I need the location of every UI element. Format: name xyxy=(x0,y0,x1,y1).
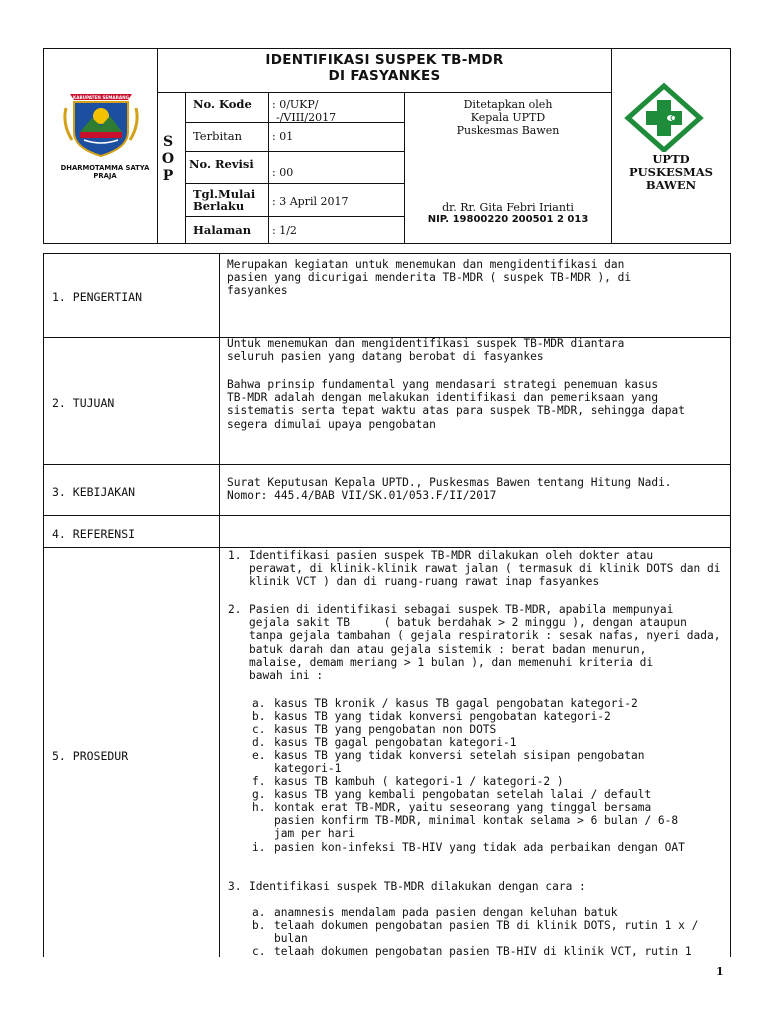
list-item: kasus TB yang pengobatan non DOTS xyxy=(274,723,497,736)
list-marker: a. xyxy=(252,906,266,919)
step-number: 2. xyxy=(228,603,242,616)
divider xyxy=(185,92,186,244)
field-value-no-revisi: : 00 xyxy=(272,166,294,179)
page-number: 1 xyxy=(716,965,724,978)
approval-line2: Kepala UPTD xyxy=(470,111,546,124)
divider xyxy=(185,151,404,152)
list-marker: e. xyxy=(252,749,266,762)
tujuan-paragraph-2: Bahwa prinsip fundamental yang mendasari strategi penemuan kasus TB-MDR adalah dengan melakukan identifikasi dan pemeriksaan yang sistematis serta tepat waktu atas para suspek TB-MDR, sehingga dapat segera dimulai upaya pengobatan xyxy=(227,378,686,431)
list-marker: c. xyxy=(252,723,266,736)
divider xyxy=(185,183,404,184)
step-number: 3. xyxy=(228,880,242,893)
tujuan-paragraph-1: Untuk menemukan dan mengidentifikasi suspek TB-MDR diantara seluruh pasien yang datang berobat di fasyankes xyxy=(227,337,625,364)
field-label-no-revisi: No. Revisi xyxy=(189,157,254,171)
divider xyxy=(611,48,612,244)
approval-line1: Ditetapkan oleh xyxy=(463,98,553,111)
approval-nip: NIP. 19800220 200501 2 013 xyxy=(427,214,589,225)
list-item: anamnesis mendalam pada pasien dengan keluhan batuk xyxy=(274,906,618,919)
logo-caption: DHARMOTAMMA SATYA PRAJA xyxy=(60,164,150,180)
divider xyxy=(157,92,611,93)
list-marker: d. xyxy=(252,736,266,749)
field-label-berlaku: Berlaku xyxy=(193,199,245,213)
field-label-no-kode: No. Kode xyxy=(193,97,252,111)
sop-letter-o: O xyxy=(161,151,175,167)
divider xyxy=(185,216,404,217)
field-label-tgl-mulai: Tgl.Mulai xyxy=(193,187,256,201)
document-title-line2: DI FASYANKES xyxy=(328,68,441,84)
approval-line3: Puskesmas Bawen xyxy=(456,124,560,137)
section-label-referensi: 4. REFERENSI xyxy=(52,527,136,541)
list-marker: b. xyxy=(252,919,266,932)
sop-letter-p: P xyxy=(162,168,174,184)
divider xyxy=(43,547,731,548)
list-item: kasus TB gagal pengobatan kategori-1 xyxy=(274,736,517,749)
list-marker: i. xyxy=(252,841,266,854)
list-item: kasus TB yang kembali pengobatan setelah lalai / default xyxy=(274,788,652,801)
divider xyxy=(43,464,731,465)
puskesmas-line2: PUSKESMAS xyxy=(628,165,713,179)
list-marker: g. xyxy=(252,788,266,801)
list-marker: h. xyxy=(252,801,266,814)
pengertian-text: Merupakan kegiatan untuk menemukan dan mengidentifikasi dan pasien yang dicurigai menderita TB-MDR ( suspek TB-MDR ), di fasyankes xyxy=(227,258,632,298)
field-label-terbitan: Terbitan xyxy=(193,129,243,143)
list-item: kasus TB yang tidak konversi setelah sisipan pengobatan kategori-1 xyxy=(274,749,645,776)
sop-letter-s: S xyxy=(162,134,174,150)
list-item: pasien kon-infeksi TB-HIV yang tidak ada perbaikan dengan OAT xyxy=(274,841,685,854)
field-value-no-kode: : 0/UKP/ xyxy=(272,98,319,111)
field-value-halaman: : 1/2 xyxy=(272,224,297,237)
divider xyxy=(219,253,220,957)
section-label-tujuan: 2. TUJUAN xyxy=(52,396,115,410)
list-marker: a. xyxy=(252,697,266,710)
list-marker: f. xyxy=(252,775,266,788)
list-item: kasus TB kambuh ( kategori-1 / kategori-2 ) xyxy=(274,775,564,788)
kebijakan-text: Surat Keputusan Kepala UPTD., Puskesmas Bawen tentang Hitung Nadi. Nomor: 445.4/BAB VII/SK.01/053.F/II/2017 xyxy=(227,476,672,503)
section-label-kebijakan: 3. KEBIJAKAN xyxy=(52,485,136,499)
prosedur-step-3: Identifikasi suspek TB-MDR dilakukan dengan cara : xyxy=(249,880,586,893)
field-value-terbitan: : 01 xyxy=(272,130,294,143)
list-item: kontak erat TB-MDR, yaitu seseorang yang tinggal bersama pasien konfirm TB-MDR, minimal kontak selama > 6 bulan / 6-8 jam per hari xyxy=(274,801,679,841)
logo-banner-text: KABUPATEN SEMARANG xyxy=(72,95,130,100)
list-item: telaah dokumen pengobatan pasien TB di klinik DOTS, rutin 1 x / bulan xyxy=(274,919,699,946)
prosedur-step-2: Pasien di identifikasi sebagai suspek TB-MDR, apabila mempunyai gejala sakit TB ( batuk berdahak > 2 minggu ), dengan ataupun tanpa gejala tambahan ( gejala respiratorik : sesak nafas, nyeri dada, batuk darah dan atau gejala sistemik : berat badan menurun, malaise, demam meriang > 1 bulan ), dan memenuhi kriteria di bawah ini : xyxy=(249,603,721,683)
divider xyxy=(268,92,269,244)
field-value-tgl-mulai: : 3 April 2017 xyxy=(272,195,349,208)
field-value-no-kode-2: -/VIII/2017 xyxy=(276,111,337,124)
puskesmas-line1: UPTD xyxy=(652,152,690,166)
prosedur-step-1: Identifikasi pasien suspek TB-MDR dilakukan oleh dokter atau perawat, di klinik-klinik rawat jalan ( termasuk di klinik DOTS dan di klinik VCT ) dan di ruang-ruang rawat inap fasyankes xyxy=(249,549,721,589)
field-label-halaman: Halaman xyxy=(193,223,252,237)
list-item: kasus TB kronik / kasus TB gagal pengobatan kategori-2 xyxy=(274,697,638,710)
list-marker: b. xyxy=(252,710,266,723)
divider xyxy=(43,515,731,516)
approval-name: dr. Rr. Gita Febri Irianti xyxy=(442,201,574,214)
puskesmas-line3: BAWEN xyxy=(645,178,697,192)
list-item: kasus TB yang tidak konversi pengobatan kategori-2 xyxy=(274,710,611,723)
section-label-pengertian: 1. PENGERTIAN xyxy=(52,290,143,304)
section-label-prosedur: 5. PROSEDUR xyxy=(52,749,129,763)
list-item: telaah dokumen pengobatan pasien TB-HIV di klinik VCT, rutin 1 xyxy=(274,945,692,958)
list-marker: c. xyxy=(252,945,266,958)
document-title-line1: IDENTIFIKASI SUSPEK TB-MDR xyxy=(265,52,504,68)
step-number: 1. xyxy=(228,549,242,562)
